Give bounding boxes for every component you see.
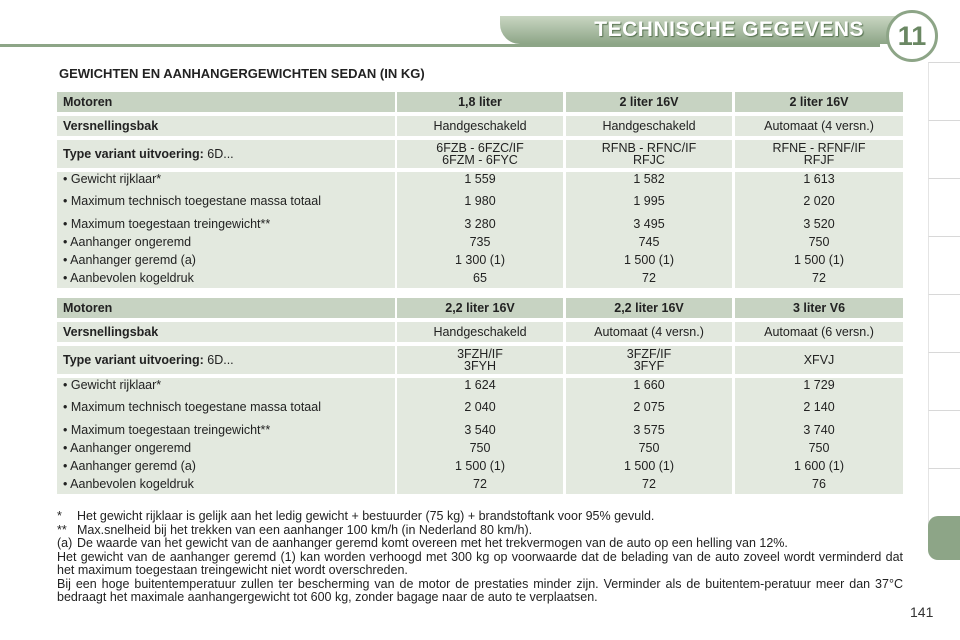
table-cell	[566, 346, 732, 374]
table-cell: 750	[469, 441, 491, 455]
table-cell: Handgeschakeld	[566, 116, 732, 136]
table-cell: 1 500 (1)	[623, 459, 675, 473]
table-row-type	[57, 346, 903, 374]
col-header: 2 liter 16V	[735, 92, 903, 112]
footnote	[57, 524, 903, 538]
table-cell: 2 075	[633, 400, 665, 414]
table-row-versnellingsbak	[57, 322, 903, 342]
row-label: • Maximum technisch toegestane massa totaal	[63, 400, 321, 414]
table-cell: 3 520	[803, 217, 835, 231]
type-line: 6FZM - 6FYC	[442, 153, 518, 167]
row-label: • Aanbevolen kogeldruk	[63, 477, 194, 491]
table-cell: 65	[473, 271, 487, 285]
row-label: Motoren	[57, 92, 395, 112]
table-cell: 1 600 (1)	[793, 459, 845, 473]
footnote	[57, 537, 903, 551]
row-label: • Gewicht rijklaar*	[63, 378, 162, 392]
side-tab	[928, 62, 960, 120]
table-cell: 72	[812, 271, 826, 285]
row-label: Versnellingsbak	[57, 322, 395, 342]
table-cell: 72	[642, 477, 656, 491]
table-cell: 1 500 (1)	[623, 253, 675, 267]
footnote-mark: (a)	[57, 536, 73, 550]
table-cell: Automaat (6 versn.)	[735, 322, 903, 342]
table-cell: 1 559	[464, 172, 496, 186]
table-cell: 1 660	[633, 378, 665, 392]
row-label: • Aanhanger geremd (a)	[63, 253, 196, 267]
data-block	[57, 378, 903, 494]
weights-table-2	[57, 298, 903, 496]
type-line: XFVJ	[803, 353, 835, 367]
table-cell: 2 020	[803, 194, 835, 208]
col-header: 2,2 liter 16V	[397, 298, 563, 318]
table-cell: 745	[638, 235, 660, 249]
table-cell: 72	[473, 477, 487, 491]
table-cell: 1 613	[803, 172, 835, 186]
type-suffix: 6D...	[207, 147, 234, 161]
side-tab	[928, 236, 960, 294]
side-tab	[928, 352, 960, 410]
table-cell: 3 495	[633, 217, 665, 231]
table-cell	[735, 346, 903, 374]
footnote-text: De waarde van het gewicht van de aanhanger geremd komt overeen met het trekvermogen van de auto op een helling van 12%.	[77, 536, 788, 550]
row-label: • Aanhanger geremd (a)	[63, 459, 196, 473]
section-title: GEWICHTEN EN AANHANGERGEWICHTEN SEDAN (IN KG)	[59, 66, 425, 81]
type-line: 3FZH/IF	[457, 347, 503, 361]
type-label: Type variant uitvoering:	[63, 147, 204, 161]
table-cell	[566, 140, 732, 168]
note-paragraph: Het gewicht van de aanhanger geremd (1) kan worden verhoogd met 300 kg op voorwaarde dat de belading van de auto zoveel wordt verminderd dat het maximum toegestaan treingewicht niet wordt overschreden.	[57, 549, 903, 577]
side-tab	[928, 178, 960, 236]
table-cell	[735, 140, 903, 168]
footnotes	[57, 510, 903, 605]
row-label: • Maximum technisch toegestane massa totaal	[63, 194, 321, 208]
table-cell: Handgeschakeld	[397, 322, 563, 342]
type-line: RFJC	[633, 153, 665, 167]
footnote-text: Max.snelheid bij het trekken van een aanhanger 100 km/h (in Nederland 80 km/h).	[77, 522, 533, 537]
row-label: • Aanhanger ongeremd	[63, 441, 192, 455]
footnote-mark: *	[57, 509, 62, 523]
table-cell: 750	[638, 441, 660, 455]
data-block	[57, 172, 903, 288]
type-line: RFNE - RFNF/IF	[772, 141, 866, 155]
table-cell: 72	[642, 271, 656, 285]
chapter-number: 11	[897, 21, 927, 51]
row-label: • Maximum toegestaan treingewicht**	[63, 423, 271, 437]
footnote-mark: **	[57, 522, 67, 537]
table-cell: 1 582	[633, 172, 665, 186]
row-label: Motoren	[57, 298, 395, 318]
table-cell: 3 575	[633, 423, 665, 437]
col-header: 2 liter 16V	[566, 92, 732, 112]
type-line: 3FYF	[633, 359, 665, 373]
table-row-motoren	[57, 298, 903, 318]
table-cell: Automaat (4 versn.)	[735, 116, 903, 136]
col-header: 3 liter V6	[735, 298, 903, 318]
page-header	[0, 0, 960, 58]
table-cell: 2 040	[464, 400, 496, 414]
row-label	[57, 346, 395, 374]
table-cell: Automaat (4 versn.)	[566, 322, 732, 342]
table-cell: 750	[808, 441, 830, 455]
side-tab	[928, 294, 960, 352]
row-label: • Maximum toegestaan treingewicht**	[63, 217, 271, 231]
table-cell: 1 500 (1)	[793, 253, 845, 267]
table-cell: 3 540	[464, 423, 496, 437]
side-tab	[928, 120, 960, 178]
table-cell: 750	[808, 235, 830, 249]
type-line: 3FZF/IF	[626, 347, 672, 361]
table-cell: 76	[812, 477, 826, 491]
page-title: TECHNISCHE GEGEVENS	[594, 18, 864, 41]
type-line: RFNB - RFNC/IF	[601, 141, 697, 155]
table-cell: 1 300 (1)	[454, 253, 506, 267]
type-line: 6FZB - 6FZC/IF	[436, 141, 524, 155]
page-number: 141	[910, 604, 934, 620]
table-cell	[397, 140, 563, 168]
type-suffix: 6D...	[207, 353, 234, 367]
table-cell: 3 280	[464, 217, 496, 231]
table-cell	[397, 346, 563, 374]
type-label: Type variant uitvoering:	[63, 353, 204, 367]
table-cell: Handgeschakeld	[397, 116, 563, 136]
row-label	[57, 140, 395, 168]
col-header: 1,8 liter	[397, 92, 563, 112]
side-tab	[928, 410, 960, 468]
row-label: • Aanhanger ongeremd	[63, 235, 192, 249]
footnote	[57, 510, 903, 524]
table-cell: 1 995	[633, 194, 665, 208]
table-cell: 1 624	[464, 378, 496, 392]
chapter-badge	[886, 10, 938, 62]
table-cell: 735	[469, 235, 491, 249]
table-cell: 1 500 (1)	[454, 459, 506, 473]
col-header: 2,2 liter 16V	[566, 298, 732, 318]
type-line: RFJF	[803, 153, 835, 167]
note-paragraph: Bij een hoge buitentemperatuur zullen ter bescherming van de motor de prestaties minder zijn. Verminder als de buitentem-peratuur meer dan 37°C bedraagt het maximale aanhangergewicht tot 600 kg, zonder bagage naar de auto te verplaatsen.	[57, 576, 903, 604]
table-row-type	[57, 140, 903, 168]
table-row-motoren	[57, 92, 903, 112]
active-chapter-tab	[928, 516, 960, 560]
row-label: Versnellingsbak	[57, 116, 395, 136]
row-label: • Aanbevolen kogeldruk	[63, 271, 194, 285]
footnote-text: Het gewicht rijklaar is gelijk aan het ledig gewicht + bestuurder (75 kg) + brandstoftank voor 95% gevuld.	[77, 509, 655, 523]
table-cell: 1 980	[464, 194, 496, 208]
weights-table-1	[57, 92, 903, 290]
table-cell: 3 740	[803, 423, 835, 437]
header-rule	[0, 44, 880, 47]
row-label: • Gewicht rijklaar*	[63, 172, 162, 186]
table-row-versnellingsbak	[57, 116, 903, 136]
table-cell: 2 140	[803, 400, 835, 414]
type-line: 3FYH	[464, 359, 496, 373]
table-cell: 1 729	[803, 378, 835, 392]
